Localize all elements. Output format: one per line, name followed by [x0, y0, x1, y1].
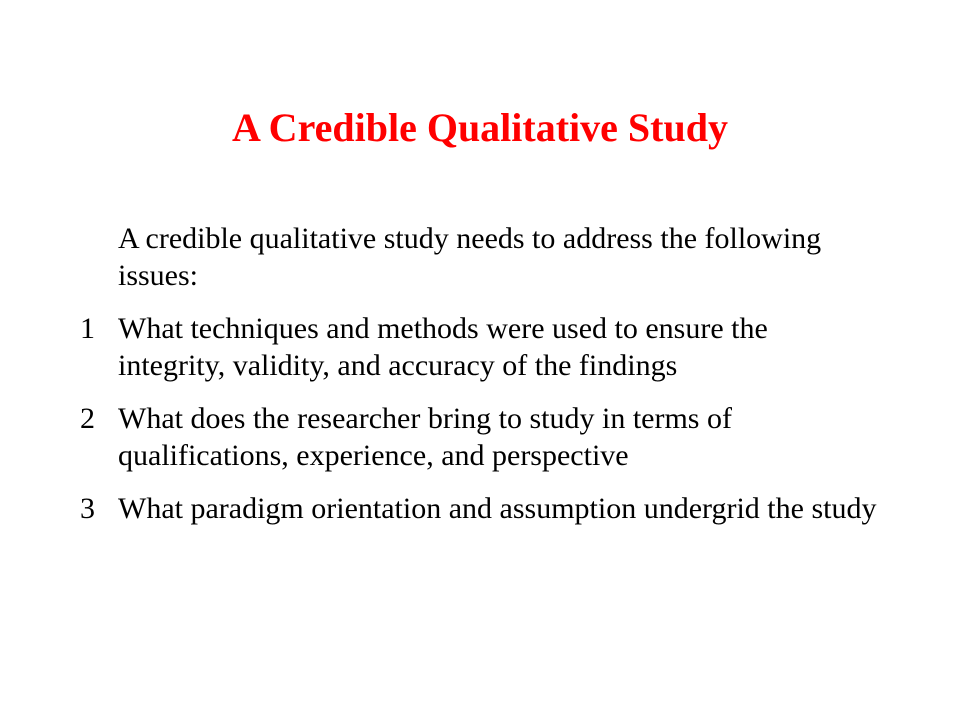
- list-item-text: What does the researcher bring to study in terms of qualifications, experience, and perspective: [118, 402, 732, 472]
- list-item-text: What techniques and methods were used to ensure the integrity, validity, and accuracy of the findings: [118, 312, 768, 382]
- list-item-text: What paradigm orientation and assumption undergrid the study: [118, 492, 877, 525]
- list-item-number: 1: [80, 312, 95, 345]
- list-item: [80, 310, 878, 384]
- list-item-number: 2: [80, 402, 95, 435]
- slide-title: A Credible Qualitative Study: [232, 105, 728, 150]
- list-item: [80, 400, 878, 474]
- slide-body: [80, 220, 878, 543]
- intro-paragraph: A credible qualitative study needs to address the following issues:: [118, 222, 822, 292]
- list-item-number: 3: [80, 492, 95, 525]
- list-item: [80, 490, 878, 527]
